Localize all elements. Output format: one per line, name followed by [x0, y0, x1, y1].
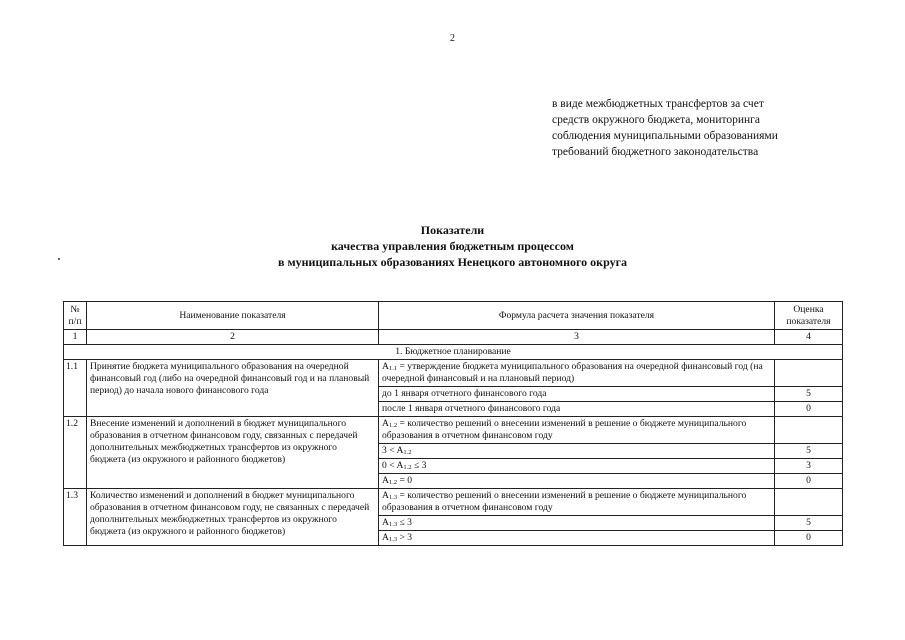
formula-variable: A [382, 418, 389, 429]
condition-formula [379, 444, 775, 459]
indicator-number: 1.2 [64, 417, 87, 489]
indicator-name: Принятие бюджета муниципального образования на очередной финансовый год (либо на очередной финансовый год и на плановый период) до начала нового финансового года [87, 360, 379, 417]
appendix-line: в виде межбюджетных трансфертов за счет [552, 98, 764, 110]
indicator-row [64, 360, 843, 387]
score-empty [775, 489, 843, 516]
condition-variable: A [382, 517, 389, 528]
condition-variable: A [382, 475, 389, 486]
formula-definition-text: = количество решений о внесении изменений в решение о бюджете муниципального образования в отчетном финансовом году [382, 490, 747, 513]
indicator-number: 1.1 [64, 360, 87, 417]
title-line: качества управления бюджетным процессом [331, 239, 574, 253]
indicator-name: Внесение изменений и дополнений в бюджет муниципального образования в отчетном финансовом году, связанных с передачей дополнительных межбюджетных трансфертов из окружного бюджета (из окружного и районного бюджетов) [87, 417, 379, 489]
condition-variable-index: 1.2 [403, 449, 412, 456]
condition-score: 3 [775, 459, 843, 474]
formula-definition [379, 417, 775, 444]
appendix-header [552, 96, 882, 160]
page-number: 2 [450, 33, 455, 44]
title-line: Показатели [420, 223, 485, 237]
condition-formula [379, 516, 775, 531]
condition-prefix: 0 < [382, 460, 397, 471]
condition-variable-index: 1.2 [403, 464, 412, 471]
formula-definition-text: = утверждение бюджета муниципального образования на очередной финансовый год (на очередной финансовый и на плановый период) [382, 361, 763, 384]
appendix-line: соблюдения муниципальными образованиями [552, 130, 778, 142]
condition-score: 5 [775, 444, 843, 459]
condition-variable-index: 1.3 [388, 521, 398, 528]
formula-definition [379, 360, 775, 387]
col-index: 4 [775, 330, 843, 345]
header-num: № п/п [64, 302, 87, 330]
formula-definition-text: = количество решений о внесении изменений в решение о бюджете муниципального образования в отчетном финансовом году [382, 418, 747, 441]
indicators-table [63, 301, 843, 546]
document-title [0, 222, 905, 270]
formula-variable: A [382, 490, 389, 501]
section-title: 1. Бюджетное планирование [64, 345, 843, 360]
col-index: 1 [64, 330, 87, 345]
condition-suffix: > 3 [397, 532, 413, 543]
condition-variable: A [382, 532, 389, 543]
formula-variable: A [382, 361, 389, 372]
score-empty [775, 360, 843, 387]
header-name: Наименование показателя [87, 302, 379, 330]
col-index: 2 [87, 330, 379, 345]
condition-score: 0 [775, 402, 843, 417]
condition-formula: после 1 января отчетного финансового года [379, 402, 775, 417]
indicator-number: 1.3 [64, 489, 87, 546]
header-formula: Формула расчета значения показателя [379, 302, 775, 330]
header-score: Оценка показателя [775, 302, 843, 330]
condition-formula: до 1 января отчетного финансового года [379, 387, 775, 402]
condition-variable: A [396, 445, 404, 456]
appendix-line: требований бюджетного законодательства [552, 146, 759, 158]
condition-formula [379, 531, 775, 546]
formula-definition [379, 489, 775, 516]
indicator-name: Количество изменений и дополнений в бюджет муниципального образования в отчетном финансовом году, не связанных с передачей дополнительных межбюджетных трансфертов из окружного бюджета (из окружного и районного бюджетов) [87, 489, 379, 546]
indicator-row [64, 417, 843, 444]
condition-score: 5 [775, 387, 843, 402]
condition-formula [379, 459, 775, 474]
condition-variable-index: 1.3 [388, 536, 398, 543]
formula-variable-index: 1.3 [388, 494, 398, 501]
appendix-line: средств окружного бюджета, мониторинга [552, 114, 760, 126]
section-row [64, 345, 843, 360]
condition-prefix: 3 < [382, 445, 397, 456]
title-line: в муниципальных образованиях Ненецкого автономного округа [277, 255, 628, 269]
condition-variable: A [396, 460, 404, 471]
indicator-row [64, 489, 843, 516]
col-index: 3 [379, 330, 775, 345]
column-index-row [64, 330, 843, 345]
condition-score: 0 [775, 474, 843, 489]
condition-suffix: ≤ 3 [397, 517, 412, 528]
condition-score: 5 [775, 516, 843, 531]
condition-score: 0 [775, 531, 843, 546]
formula-variable-index: 1.1 [388, 365, 398, 372]
condition-variable-index: 1.2 [388, 479, 398, 486]
condition-suffix: ≤ 3 [411, 460, 427, 471]
table-header-row [64, 302, 843, 330]
formula-variable-index: 1.2 [388, 422, 398, 429]
condition-suffix: = 0 [397, 475, 413, 486]
condition-formula [379, 474, 775, 489]
score-empty [775, 417, 843, 444]
